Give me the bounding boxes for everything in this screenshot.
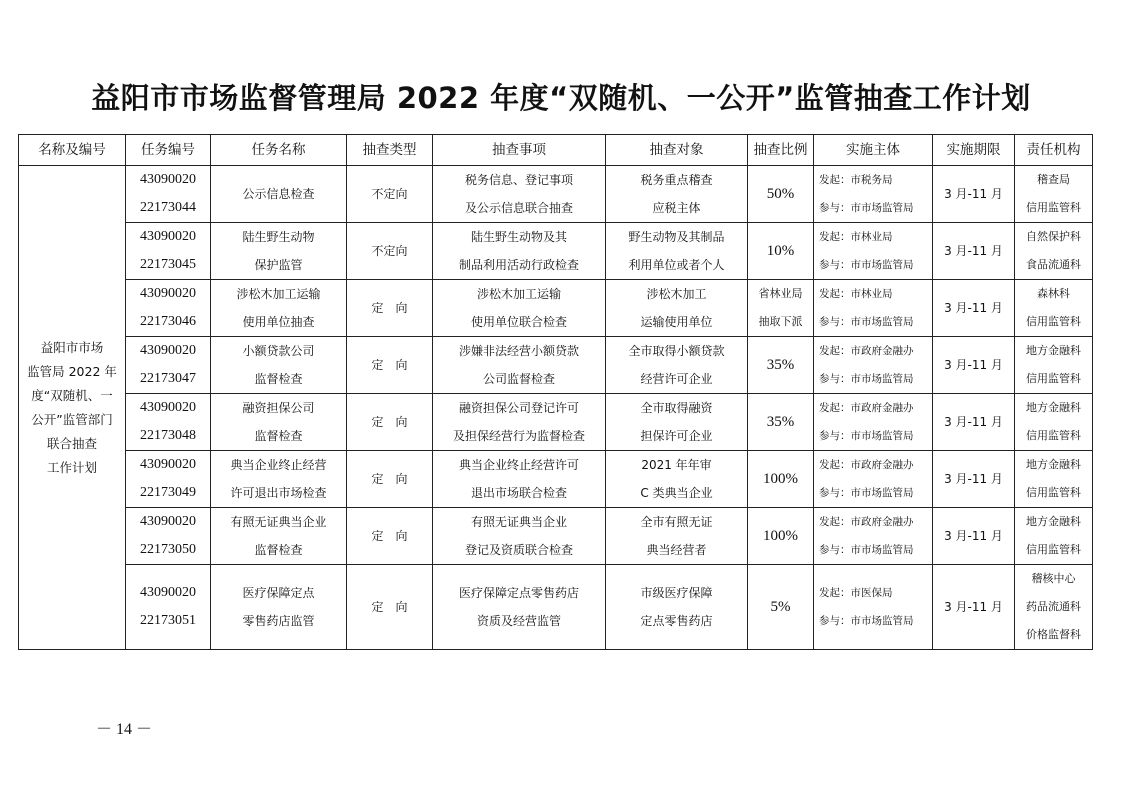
table-row	[19, 166, 1093, 223]
implementer-line: 参与：市市场监管局	[819, 544, 914, 556]
task-name-cell	[211, 508, 347, 565]
task-name-line: 陆生野生动物	[242, 230, 315, 244]
table-row	[19, 337, 1093, 394]
responsible-line: 信用监管科	[1026, 201, 1081, 214]
period-cell: 3 月-11 月	[933, 166, 1015, 223]
implementer-line: 发起：市政府金融办	[819, 516, 914, 528]
task-name-cell	[211, 565, 347, 650]
check-target-line: 税务重点稽查	[640, 173, 713, 187]
task-name-line: 监督检查	[254, 372, 303, 386]
check-ratio-cell	[748, 166, 814, 223]
check-target-cell	[606, 394, 748, 451]
check-item-cell	[433, 451, 606, 508]
group-label-cell	[19, 166, 126, 650]
task-name-cell	[211, 223, 347, 280]
implementer-line: 发起：市税务局	[819, 174, 893, 186]
task-name-cell	[211, 394, 347, 451]
check-target-cell	[606, 166, 748, 223]
check-item-line: 涉松木加工运输	[476, 287, 561, 301]
task-name-line: 有照无证典当企业	[230, 515, 327, 529]
implementer-line: 发起：市医保局	[819, 587, 893, 599]
period-cell: 3 月-11 月	[933, 565, 1015, 650]
task-name-line: 公示信息检查	[242, 187, 315, 201]
task-code-line: 43090020	[140, 286, 196, 301]
task-name-line: 融资担保公司	[242, 401, 315, 415]
check-type-cell: 定 向	[347, 280, 433, 337]
check-ratio-line: 35%	[766, 357, 795, 373]
responsible-line: 信用监管科	[1026, 543, 1081, 556]
task-name-cell	[211, 451, 347, 508]
check-item-line: 医疗保障定点零售药店	[458, 586, 579, 600]
responsible-line: 药品流通科	[1026, 600, 1081, 613]
header-check-ratio: 抽查比例	[748, 135, 814, 166]
plan-table	[18, 134, 1093, 650]
check-target-line: C 类典当企业	[640, 486, 713, 500]
check-ratio-line: 50%	[766, 186, 795, 202]
check-ratio-cell	[748, 337, 814, 394]
responsible-line: 价格监督科	[1026, 628, 1081, 641]
check-item-line: 典当企业终止经营许可	[458, 458, 579, 472]
check-type-cell: 不定向	[347, 166, 433, 223]
task-code-cell	[126, 451, 211, 508]
check-target-line: 全市有照无证	[640, 515, 713, 529]
implementer-line: 参与：市市场监管局	[819, 615, 914, 627]
header-name-code: 名称及编号	[19, 135, 126, 166]
implementer-cell	[814, 394, 933, 451]
check-target-cell	[606, 565, 748, 650]
check-item-line: 退出市场联合检查	[470, 486, 567, 500]
check-ratio-cell	[748, 451, 814, 508]
period-cell: 3 月-11 月	[933, 223, 1015, 280]
implementer-line: 参与：市市场监管局	[819, 373, 914, 385]
responsible-line: 森林科	[1037, 287, 1070, 300]
check-target-cell	[606, 508, 748, 565]
table-row	[19, 451, 1093, 508]
group-label-line: 监管局 2022 年	[27, 363, 117, 379]
implementer-cell	[814, 166, 933, 223]
task-code-line: 43090020	[140, 400, 196, 415]
check-target-line: 运输使用单位	[640, 315, 713, 329]
implementer-cell	[814, 280, 933, 337]
check-item-cell	[433, 337, 606, 394]
implementer-cell	[814, 223, 933, 280]
responsible-line: 地方金融科	[1026, 458, 1081, 471]
task-code-line: 43090020	[140, 172, 196, 187]
responsible-line: 自然保护科	[1026, 230, 1081, 243]
task-name-line: 监督检查	[254, 429, 303, 443]
check-ratio-line: 100%	[763, 528, 798, 544]
check-target-line: 定点零售药店	[640, 614, 713, 628]
task-code-cell	[126, 337, 211, 394]
group-label-line: 工作计划	[46, 459, 97, 475]
header-period: 实施期限	[933, 135, 1015, 166]
responsible-line: 地方金融科	[1026, 515, 1081, 528]
task-code-cell	[126, 280, 211, 337]
responsible-line: 稽查局	[1037, 173, 1070, 186]
check-item-cell	[433, 166, 606, 223]
period-cell: 3 月-11 月	[933, 280, 1015, 337]
header-check-type: 抽查类型	[347, 135, 433, 166]
check-item-cell	[433, 508, 606, 565]
task-code-line: 22173051	[140, 613, 196, 628]
check-ratio-line: 10%	[766, 243, 795, 259]
implementer-line: 发起：市政府金融办	[819, 459, 914, 471]
check-target-line: 经营许可企业	[640, 372, 713, 386]
check-ratio-line: 35%	[766, 414, 795, 430]
period-cell: 3 月-11 月	[933, 394, 1015, 451]
check-target-line: 涉松木加工	[646, 287, 707, 301]
check-target-line: 野生动物及其制品	[628, 230, 725, 244]
check-item-line: 登记及资质联合检查	[464, 543, 573, 557]
check-item-cell	[433, 565, 606, 650]
task-code-line: 43090020	[140, 343, 196, 358]
check-target-cell	[606, 280, 748, 337]
check-item-line: 涉嫌非法经营小额贷款	[458, 344, 579, 358]
check-item-cell	[433, 223, 606, 280]
task-code-line: 22173048	[140, 428, 196, 443]
task-code-line: 43090020	[140, 585, 196, 600]
check-target-line: 2021 年年审	[641, 458, 712, 472]
implementer-line: 发起：市政府金融办	[819, 345, 914, 357]
check-item-cell	[433, 280, 606, 337]
responsible-line: 信用监管科	[1026, 372, 1081, 385]
task-name-line: 许可退出市场检查	[230, 486, 327, 500]
check-target-cell	[606, 223, 748, 280]
period-cell: 3 月-11 月	[933, 337, 1015, 394]
implementer-line: 参与：市市场监管局	[819, 316, 914, 328]
task-name-cell	[211, 166, 347, 223]
check-item-line: 制品利用活动行政检查	[458, 258, 579, 272]
responsible-line: 信用监管科	[1026, 315, 1081, 328]
responsible-cell	[1015, 508, 1093, 565]
group-label-line: 公开”监管部门	[31, 411, 113, 427]
task-code-line: 43090020	[140, 514, 196, 529]
implementer-line: 发起：市政府金融办	[819, 402, 914, 414]
check-item-line: 税务信息、登记事项	[464, 173, 573, 187]
check-ratio-cell	[748, 508, 814, 565]
header-task-name: 任务名称	[211, 135, 347, 166]
check-type-cell: 定 向	[347, 394, 433, 451]
table-row	[19, 280, 1093, 337]
check-target-line: 全市取得融资	[640, 401, 713, 415]
responsible-cell	[1015, 223, 1093, 280]
task-code-line: 22173047	[140, 371, 196, 386]
task-code-line: 22173049	[140, 485, 196, 500]
task-name-line: 典当企业终止经营	[230, 458, 327, 472]
group-label-line: 度“双随机、一	[31, 387, 113, 403]
check-item-line: 及担保经营行为监督检查	[452, 429, 585, 443]
implementer-line: 参与：市市场监管局	[819, 259, 914, 271]
implementer-cell	[814, 337, 933, 394]
responsible-cell	[1015, 565, 1093, 650]
check-target-line: 全市取得小额贷款	[628, 344, 725, 358]
check-ratio-cell	[748, 394, 814, 451]
check-ratio-line: 100%	[763, 471, 798, 487]
page-title: 益阳市市场监督管理局 2022 年度“双随机、一公开”监管抽查工作计划	[91, 81, 1031, 115]
implementer-line: 参与：市市场监管局	[819, 430, 914, 442]
implementer-line: 参与：市市场监管局	[819, 487, 914, 499]
task-name-line: 小额贷款公司	[242, 344, 315, 358]
header-check-item: 抽查事项	[433, 135, 606, 166]
check-target-cell	[606, 337, 748, 394]
period-cell: 3 月-11 月	[933, 451, 1015, 508]
table-row	[19, 565, 1093, 650]
check-type-cell: 定 向	[347, 565, 433, 650]
responsible-cell	[1015, 337, 1093, 394]
header-responsible: 责任机构	[1015, 135, 1093, 166]
responsible-line: 信用监管科	[1026, 429, 1081, 442]
implementer-line: 参与：市市场监管局	[819, 202, 914, 214]
table-row	[19, 508, 1093, 565]
implementer-cell	[814, 451, 933, 508]
check-target-cell	[606, 451, 748, 508]
task-name-line: 使用单位抽查	[242, 315, 315, 329]
check-item-cell	[433, 394, 606, 451]
task-name-line: 涉松木加工运输	[236, 287, 321, 301]
table-header-row	[19, 135, 1093, 166]
check-item-line: 使用单位联合检查	[470, 315, 567, 329]
check-target-line: 市级医疗保障	[640, 586, 713, 600]
task-code-cell	[126, 166, 211, 223]
task-name-line: 监督检查	[254, 543, 303, 557]
implementer-line: 发起：市林业局	[819, 288, 893, 300]
group-label-line: 联合抽查	[46, 435, 97, 451]
check-target-line: 利用单位或者个人	[628, 258, 725, 272]
task-code-line: 43090020	[140, 229, 196, 244]
task-code-line: 22173046	[140, 314, 196, 329]
responsible-cell	[1015, 280, 1093, 337]
task-code-line: 43090020	[140, 457, 196, 472]
group-label-line: 益阳市市场	[40, 339, 104, 355]
responsible-cell	[1015, 394, 1093, 451]
table-body	[19, 166, 1093, 650]
check-ratio-cell	[748, 280, 814, 337]
responsible-line: 信用监管科	[1026, 486, 1081, 499]
check-item-line: 资质及经营监管	[476, 614, 561, 628]
check-target-line: 担保许可企业	[640, 429, 713, 443]
check-ratio-cell	[748, 223, 814, 280]
header-task-code: 任务编号	[126, 135, 211, 166]
responsible-line: 食品流通科	[1026, 258, 1081, 271]
check-ratio-line: 抽取下派	[758, 315, 803, 328]
implementer-cell	[814, 565, 933, 650]
check-ratio-cell	[748, 565, 814, 650]
check-item-line: 公司监督检查	[482, 372, 555, 386]
check-type-cell: 定 向	[347, 451, 433, 508]
task-code-line: 22173045	[140, 257, 196, 272]
table-row	[19, 394, 1093, 451]
check-ratio-line: 5%	[770, 599, 791, 615]
check-ratio-line: 省林业局	[758, 287, 803, 300]
task-code-cell	[126, 223, 211, 280]
check-type-cell: 不定向	[347, 223, 433, 280]
responsible-line: 地方金融科	[1026, 401, 1081, 414]
responsible-cell	[1015, 451, 1093, 508]
check-item-line: 及公示信息联合抽查	[464, 201, 573, 215]
task-code-cell	[126, 394, 211, 451]
check-item-line: 融资担保公司登记许可	[458, 401, 579, 415]
responsible-line: 地方金融科	[1026, 344, 1081, 357]
check-type-cell: 定 向	[347, 337, 433, 394]
check-target-line: 典当经营者	[646, 543, 707, 557]
task-code-cell	[126, 565, 211, 650]
task-code-line: 22173044	[140, 200, 196, 215]
task-name-cell	[211, 337, 347, 394]
task-name-line: 保护监管	[254, 258, 303, 272]
task-name-line: 零售药店监管	[242, 614, 315, 628]
task-code-cell	[126, 508, 211, 565]
implementer-line: 发起：市林业局	[819, 231, 893, 243]
task-code-line: 22173050	[140, 542, 196, 557]
task-name-line: 医疗保障定点	[242, 586, 315, 600]
period-cell: 3 月-11 月	[933, 508, 1015, 565]
check-type-cell: 定 向	[347, 508, 433, 565]
page-number: － 14 －	[96, 721, 153, 738]
header-check-target: 抽查对象	[606, 135, 748, 166]
task-name-cell	[211, 280, 347, 337]
implementer-cell	[814, 508, 933, 565]
header-implementer: 实施主体	[814, 135, 933, 166]
check-item-line: 陆生野生动物及其	[470, 230, 567, 244]
responsible-cell	[1015, 166, 1093, 223]
check-target-line: 应税主体	[652, 201, 701, 215]
check-item-line: 有照无证典当企业	[470, 515, 567, 529]
responsible-line: 稽核中心	[1031, 572, 1076, 585]
table-row	[19, 223, 1093, 280]
